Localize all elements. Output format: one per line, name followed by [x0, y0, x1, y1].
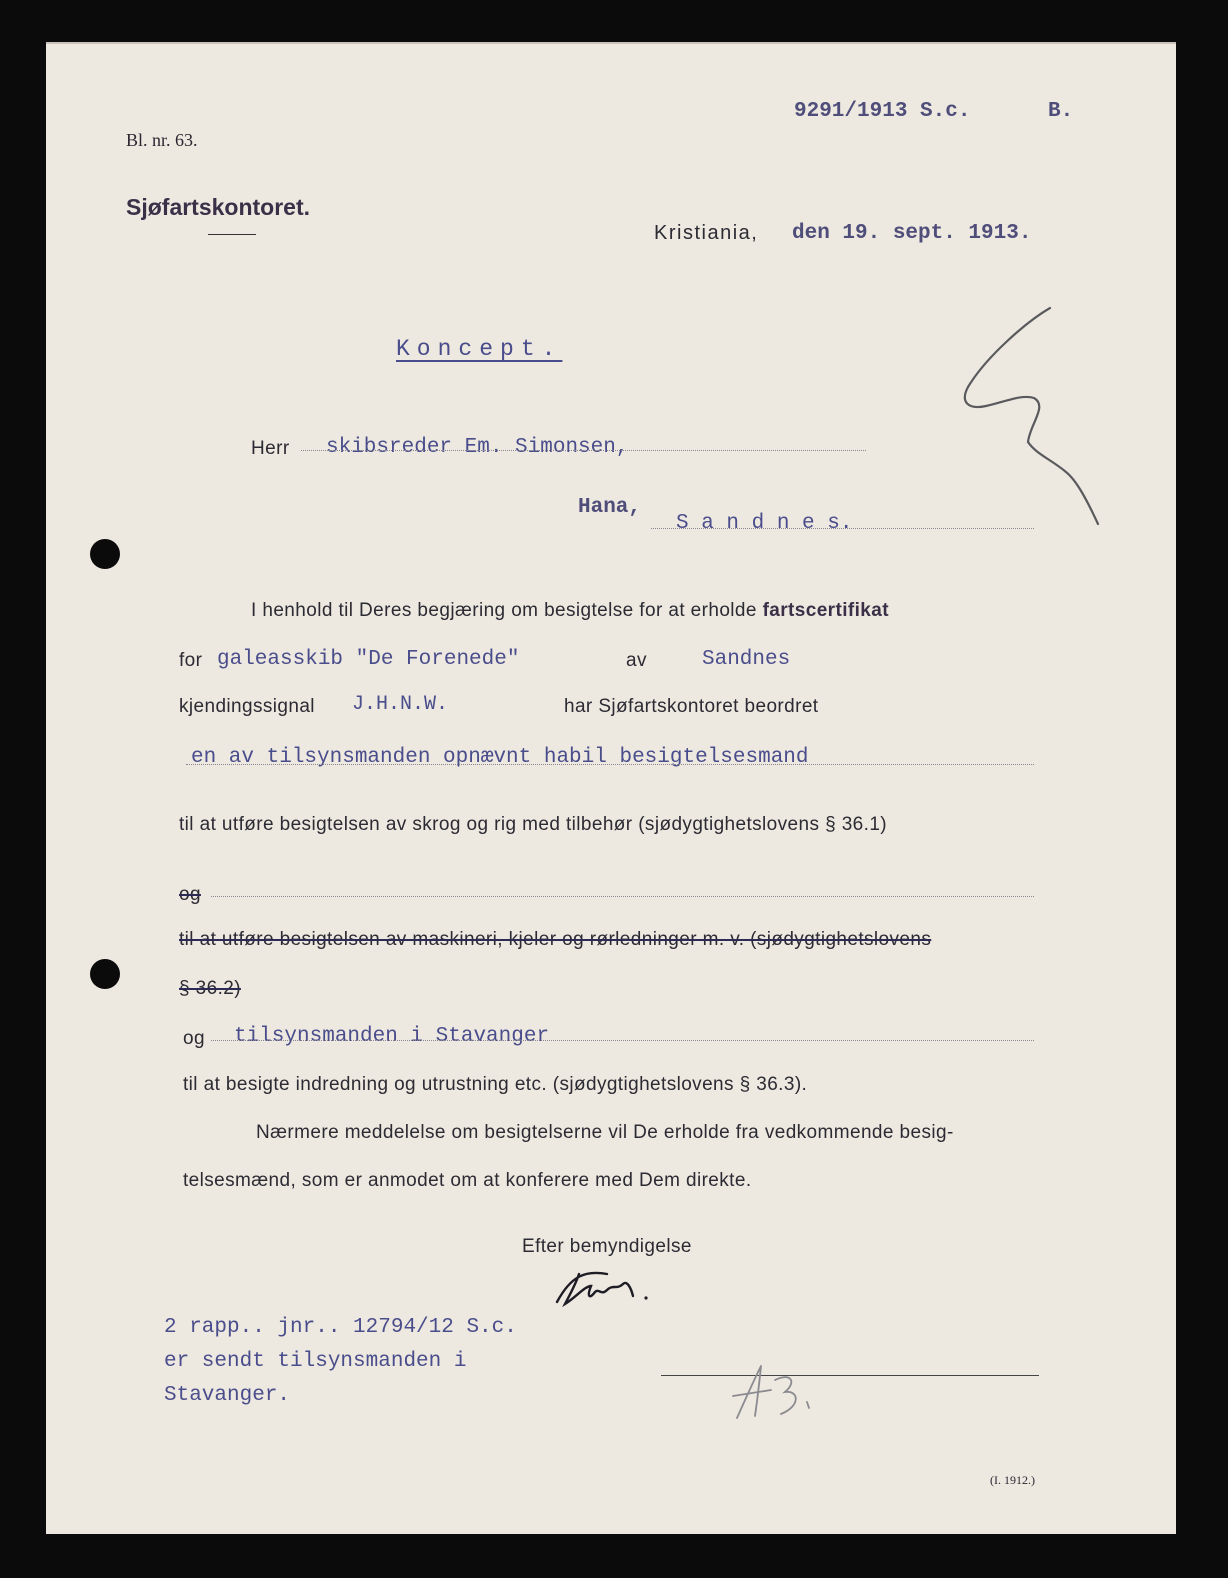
- body-line-3-text: har Sjøfartskontoret beordret: [564, 696, 819, 717]
- second-surveyor: tilsynsmanden i Stavanger: [234, 1025, 550, 1048]
- signature-flourish: [956, 302, 1106, 532]
- certificate-type: fartscertifikat: [762, 600, 889, 621]
- label-av: av: [626, 650, 647, 671]
- call-signal: J.H.N.W.: [352, 693, 449, 716]
- body-para-2-line-2: telsesmænd, som er anmodet om at konferere med Dem direkte.: [183, 1170, 752, 1191]
- note-line-3: Stavanger.: [164, 1384, 291, 1407]
- label-signal: kjendingssignal: [179, 696, 315, 717]
- body-line-9: til at besigte indredning og utrustning etc. (sjødygtighetslovens § 36.3).: [183, 1074, 808, 1095]
- addressee-name: skibsreder Em. Simonsen,: [326, 436, 629, 459]
- letter-date: den 19. sept. 1913.: [792, 222, 1032, 245]
- form-number: Bl. nr. 63.: [126, 130, 198, 150]
- office-name: Sjøfartskontoret.: [126, 194, 311, 220]
- home-port: Sandnes: [702, 648, 791, 671]
- series-letter: B.: [1048, 100, 1074, 123]
- closing-authority: Efter bemyndigelse: [522, 1236, 692, 1257]
- assigned-surveyor: en av tilsynsmanden opnævnt habil besigtelsesmand: [191, 746, 809, 769]
- note-line-2: er sendt tilsynsmanden i: [164, 1350, 467, 1373]
- document-title: Koncept.: [396, 336, 563, 362]
- struck-paragraph-ref: § 36.2): [179, 978, 241, 999]
- addressee-prefix: Herr: [251, 438, 290, 459]
- body-line-1-text: I henhold til Deres begjæring om besigtelse for at erholde: [251, 600, 757, 621]
- official-initials-signature: [551, 1266, 656, 1310]
- addressee-locality: Hana,: [578, 496, 642, 519]
- punch-hole-bottom: [90, 959, 120, 989]
- body-para-2-line-1: Nærmere meddelelse om besigtelserne vil De erholde fra vedkommende besig-: [256, 1122, 954, 1143]
- body-line-5: til at utføre besigtelsen av skrog og rig med tilbehør (sjødygtighetslovens § 36.1): [179, 814, 888, 835]
- signature-line: [661, 1375, 1039, 1376]
- body-line-1: [251, 600, 889, 622]
- struck-og: og: [179, 884, 201, 905]
- addressee-town: S a n d n e s.: [676, 512, 853, 535]
- place-name: Kristiania,: [654, 222, 759, 244]
- label-for: for: [179, 650, 203, 671]
- journal-number: 9291/1913 S.c.: [794, 100, 971, 123]
- document-page: [46, 42, 1176, 1534]
- note-line-1: 2 rapp.. jnr.. 12794/12 S.c.: [164, 1316, 517, 1339]
- office-underline: [208, 234, 256, 235]
- struck-machinery-line: til at utføre besigtelsen av maskineri, kjeler og rørledninger m. v. (sjødygtighetslovens: [179, 929, 932, 950]
- punch-hole-top: [90, 539, 120, 569]
- print-code: (I. 1912.): [990, 1473, 1035, 1487]
- pencil-initials: [731, 1356, 831, 1426]
- label-og: og: [183, 1028, 205, 1049]
- vessel-name: galeasskib "De Forenede": [217, 648, 520, 671]
